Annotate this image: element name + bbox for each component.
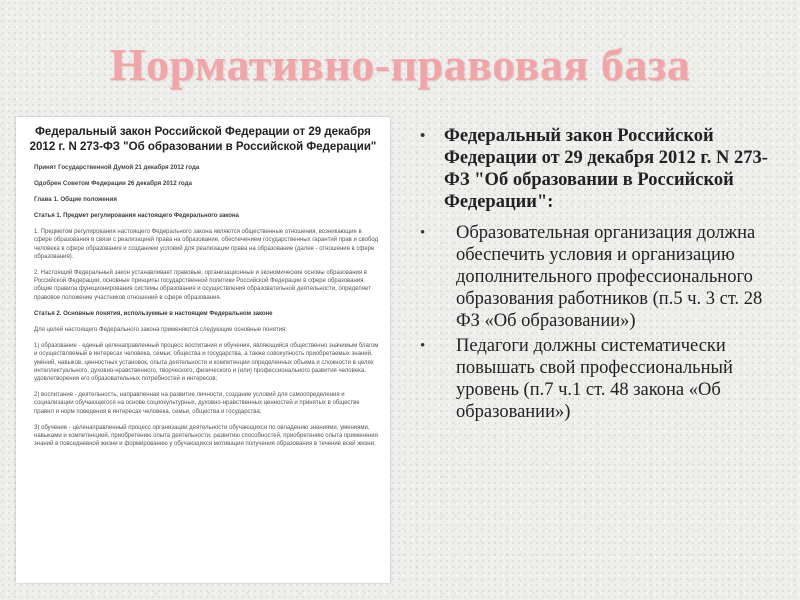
bullet-item-law xyxy=(418,125,778,213)
document-chapter: Глава 1. Общие положения xyxy=(34,196,117,203)
document-article2-paragraph2: 2) воспитание - деятельность, направленная на развитие личности, создание условий для самоопределения и социализации обучающегося на основе социокультурных, духовно-нравственных ценностей и принятых в обществе правил и норм поведения в интересах человека, семьи, общества и государства; xyxy=(34,392,360,415)
document-article2-paragraph1: 1) образование - единый целенаправленный процесс воспитания и обучения, являющийся общественно значимым благом и осуществляемый в интересах человека, семьи, общества и государства, а также совокупность приобретаемых знаний, умений, навыков, ценностных установок, опыта деятельности и компетенции определенных объема и сложности в целях интеллектуального, духовно-нравственного, творческого, физического и (или) профессионального развития человека, удовлетворения его образовательных потребностей и интересов; xyxy=(34,343,379,383)
bullet-text: Педагоги должны систематически повышать свой профессиональный уровень (п.7 ч.1 ст. 48 закона «Об образовании») xyxy=(456,336,733,422)
document-article1-paragraph2: 2. Настоящий Федеральный закон устанавливает правовые, организационные и экономические основы образования в Российской Федерации, основные принципы государственной политики Российской Федерации в сфере образования, общие правила функционирования системы образования и осуществления образовательной деятельности, определяет правовое положение участников отношений в сфере образования. xyxy=(34,270,371,301)
document-adopted-line: Принят Государственной Думой 21 декабря 2012 года xyxy=(34,164,200,171)
document-article2-paragraph3: 3) обучение - целенаправленный процесс организации деятельности обучающихся по овладению знаниями, умениями, навыками и компетенцией, приобретению опыта деятельности, развитию способностей, приобретению опыта применения знаний в повседневной жизни и формированию у обучающихся мотивации получения образования в течение всей жизни; xyxy=(34,424,378,448)
bullet-list xyxy=(418,125,778,423)
document-approved-line: Одобрен Советом Федерации 26 декабря 2012 года xyxy=(34,180,192,187)
bullet-marker: • xyxy=(420,128,426,144)
bullet-text: Образовательная организация должна обеспечить условия и организацию дополнительного профессионального образования работников (п.5 ч. 3 ст. 28 ФЗ «Об образовании») xyxy=(456,223,763,331)
document-article2-intro: Для целей настоящего Федерального закона применяются следующие основные понятия: xyxy=(34,327,287,334)
bullet-item-teachers xyxy=(418,335,778,423)
document-article1-title: Статья 1. Предмет регулирования настоящего Федерального закона xyxy=(34,213,239,219)
law-document-image xyxy=(16,117,390,583)
document-article2-title: Статья 2. Основные понятия, используемые в настоящем Федеральном законе xyxy=(34,310,273,317)
document-article1-paragraph1: 1. Предметом регулирования настоящего Федерального закона являются общественные отношения, возникающие в сфере образования в связи с реализацией права на образование, обеспечением государственных гарантий прав и свобод человека в сфере образования и созданием условий для реализации права на образование (далее - отношения в сфере образования). xyxy=(34,229,379,260)
bullet-marker: • xyxy=(420,338,426,354)
bullet-marker: • xyxy=(420,225,426,241)
bullet-text: Федеральный закон Российской Федерации от 29 декабря 2012 г. N 273-ФЗ "Об образовании в Российской Федерации": xyxy=(444,126,768,212)
slide-title: Нормативно-правовая база xyxy=(109,39,691,90)
bullet-item-organization xyxy=(418,222,778,332)
document-heading: Федеральный закон Российской Федерации от 29 декабря 2012 г. N 273-ФЗ "Об образовании в Российской Федерации" xyxy=(29,126,377,153)
